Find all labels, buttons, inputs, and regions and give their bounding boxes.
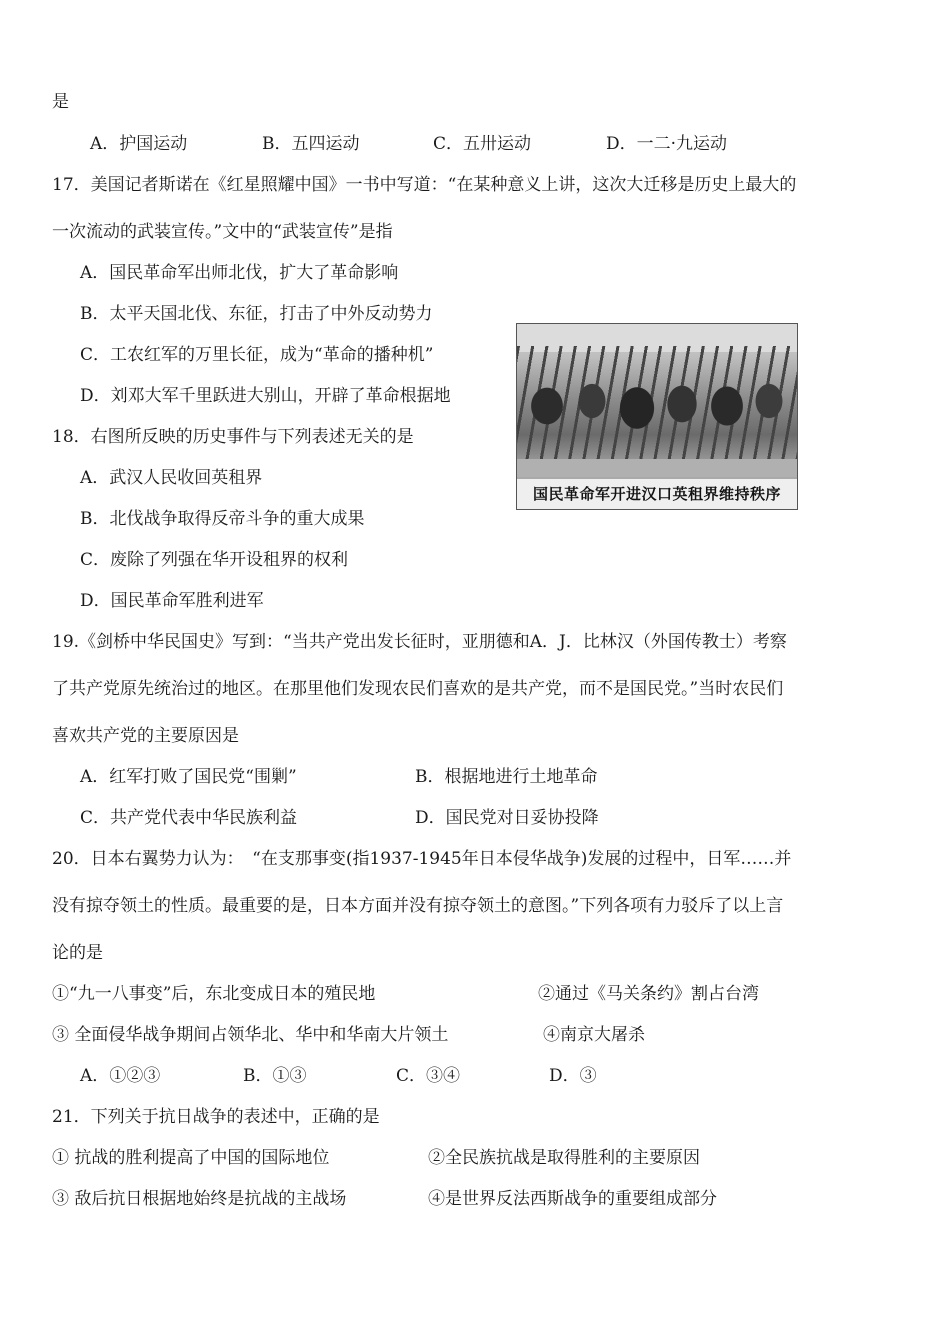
q19-option-b: B．根据地进行土地革命 (415, 767, 598, 787)
q20-item-3: ③ 全面侵华战争期间占领华北、华中和华南大片领土 (52, 1025, 449, 1045)
q20-option-c: C．③④ (396, 1066, 461, 1086)
q17-stem-line2: 一次流动的武装宣传。”文中的“武装宣传”是指 (52, 222, 393, 242)
q21-item-4: ④是世界反法西斯战争的重要组成部分 (428, 1189, 717, 1209)
q18-option-a: A．武汉人民收回英租界 (80, 468, 263, 488)
q19-option-a: A．红军打败了国民党“围剿” (80, 767, 297, 787)
q17-option-b: B．太平天国北伐、东征，打击了中外反动势力 (80, 304, 433, 324)
q16-option-b: B．五四运动 (262, 134, 360, 154)
photo-marching-soldiers (517, 346, 797, 466)
q18-option-d: D．国民革命军胜利进军 (80, 591, 264, 611)
q19-option-c: C．共产党代表中华民族利益 (80, 808, 298, 828)
q20-item-2: ②通过《马关条约》割占台湾 (538, 984, 759, 1004)
q17-option-a: A．国民革命军出师北伐，扩大了革命影响 (80, 263, 399, 283)
q20-item-1: ①“九一八事变”后，东北变成日本的殖民地 (52, 984, 376, 1004)
photo-ground (517, 459, 797, 477)
q18-option-c: C．废除了列强在华开设租界的权利 (80, 550, 349, 570)
q20-stem-line3: 论的是 (52, 943, 103, 963)
q19-stem-line1: 19.《剑桥中华民国史》写到：“当共产党出发长征时，亚朋德和A．J．比林汉（外国传教士）考察 (52, 632, 787, 652)
q20-option-b: B．①③ (243, 1066, 307, 1086)
q19-stem-line3: 喜欢共产党的主要原因是 (52, 726, 239, 746)
q21-item-1: ① 抗战的胜利提高了中国的国际地位 (52, 1148, 330, 1168)
q20-stem-line2: 没有掠夺领土的性质。最重要的是，日本方面并没有掠夺领土的意图。”下列各项有力驳斥了以上言 (52, 896, 784, 916)
q18-stem: 18．右图所反映的历史事件与下列表述无关的是 (52, 427, 414, 447)
q17-option-d: D．刘邓大军千里跃进大别山，开辟了革命根据地 (80, 386, 451, 406)
q20-option-a: A．①②③ (80, 1066, 161, 1086)
q21-stem: 21．下列关于抗日战争的表述中，正确的是 (52, 1107, 380, 1127)
historical-photo (516, 323, 798, 510)
q20-option-d: D．③ (549, 1066, 597, 1086)
q17-option-c: C．工农红军的万里长征，成为“革命的播种机” (80, 345, 434, 365)
q21-item-2: ②全民族抗战是取得胜利的主要原因 (428, 1148, 700, 1168)
q20-item-4: ④南京大屠杀 (543, 1025, 645, 1045)
q20-stem-line1: 20．日本右翼势力认为： “在支那事变(指1937-1945年日本侵华战争)发展的过程中，日军……并 (52, 849, 792, 869)
q19-stem-line2: 了共产党原先统治过的地区。在那里他们发现农民们喜欢的是共产党，而不是国民党。”当时农民们 (52, 679, 784, 699)
q19-option-d: D．国民党对日妥协投降 (415, 808, 599, 828)
q16-option-a: A．护国运动 (90, 134, 188, 154)
q21-item-3: ③ 敌后抗日根据地始终是抗战的主战场 (52, 1189, 347, 1209)
photo-caption: 国民革命军开进汉口英租界维持秩序 (517, 479, 797, 509)
q16-option-c: C．五卅运动 (433, 134, 532, 154)
q17-stem-line1: 17．美国记者斯诺在《红星照耀中国》一书中写道：“在某种意义上讲，这次大迁移是历史上最大的 (52, 175, 797, 195)
q16-option-d: D．一二·九运动 (606, 134, 728, 154)
q16-tail: 是 (52, 92, 69, 112)
q18-option-b: B．北伐战争取得反帝斗争的重大成果 (80, 509, 365, 529)
